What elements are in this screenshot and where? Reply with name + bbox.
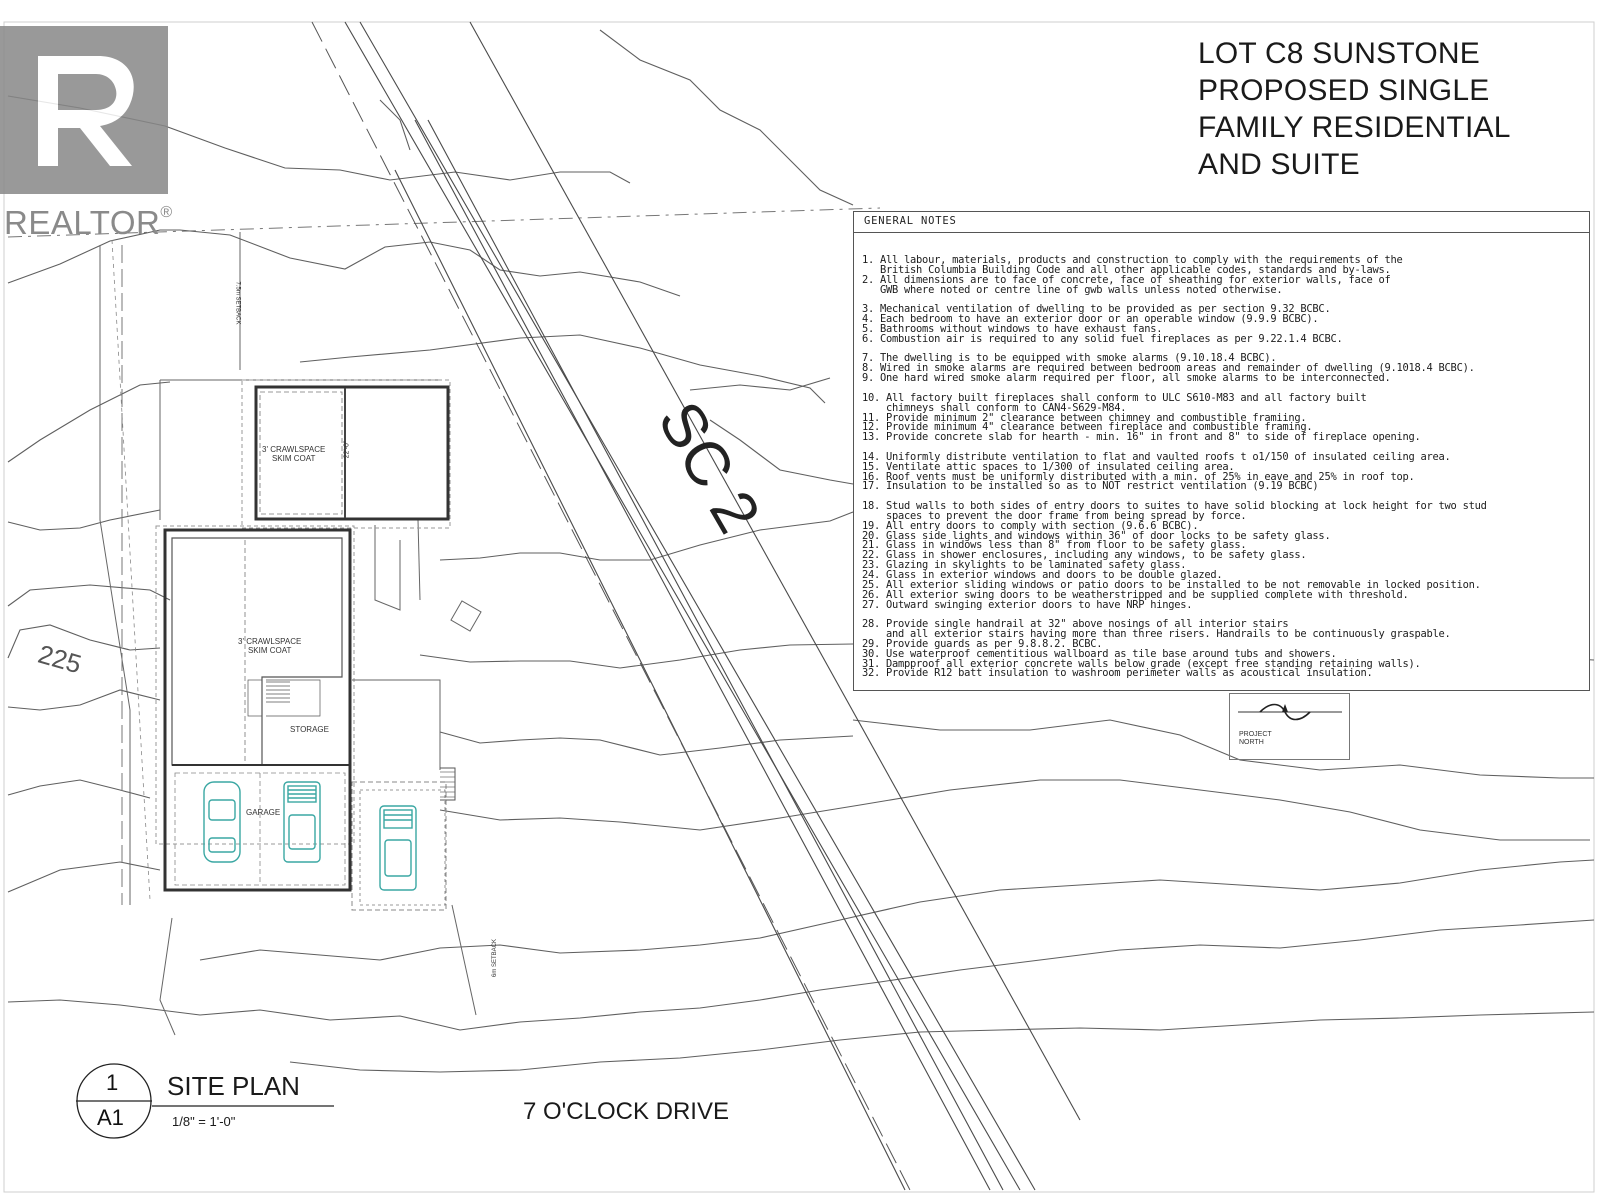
- general-note-line: 3. Mechanical ventilation of dwelling to be provided as per section 9.32 BCBC.: [862, 303, 1331, 316]
- general-note-line: 18. Stud walls to both sides of entry doors to suites to have solid blocking at lock height for two stud: [862, 500, 1487, 513]
- general-note-line: and all exterior stairs having more than three risers. Handrails to be continuously graspable.: [862, 628, 1451, 641]
- drawing-number: 1: [106, 1070, 119, 1095]
- realtor-watermark: [0, 18, 190, 241]
- general-notes-heading: GENERAL NOTES: [854, 212, 1589, 233]
- realtor-wordmark: REALTOR®: [4, 204, 173, 241]
- general-note-line: GWB where noted or centre line of gwb walls unless noted otherwise.: [862, 283, 1283, 296]
- project-title: [1198, 35, 1568, 183]
- main-house-footprint: [156, 526, 354, 890]
- general-note-line: 6. Combustion air is required to any solid fuel fireplaces as per 9.22.1.4 BCBC.: [862, 332, 1343, 345]
- general-note-line: 4. Each bedroom to have an exterior door or an operable window (9.9.9 BCBC).: [862, 313, 1319, 326]
- project-title-line-4: AND SUITE: [1198, 148, 1360, 181]
- sheet-number: A1: [97, 1105, 124, 1130]
- general-note-line: British Columbia Building Code and all other applicable codes, standards and by-laws.: [862, 263, 1391, 276]
- general-note-line: 2. All dimensions are to face of concrete, face of sheathing for exterior walls, face of: [862, 273, 1391, 286]
- general-notes-panel: [853, 211, 1590, 691]
- general-note-line: 29. Provide guards as per 9.8.8.2. BCBC.: [862, 637, 1103, 650]
- general-note-line: 11. Provide minimum 2" clearance between chimney and combustible framiing.: [862, 411, 1307, 424]
- general-note-line: 21. Glass in windows less than 8" from floor to be safety glass.: [862, 539, 1247, 552]
- general-note-line: 32. Provide R12 batt insulation to washroom perimeter walls as acoustical insulation.: [862, 667, 1373, 680]
- general-note-line: 9. One hard wired smoke alarm required per floor, all smoke alarms to be interconnected.: [862, 372, 1391, 385]
- side-setback-label: 7.5m SETBACK: [234, 281, 241, 325]
- car-icon-2: [284, 782, 320, 862]
- general-note-line: 7. The dwelling is to be equipped with smoke alarms (9.10.18.4 BCBC).: [862, 352, 1277, 365]
- general-note-line: spaces to prevent the door frame from being spread by force.: [862, 509, 1247, 522]
- north-arrow-icon: [1230, 698, 1351, 728]
- general-note-line: 20. Glass side lights and windows within 36" of door locks to be safety glass.: [862, 529, 1331, 542]
- general-note-line: 30. Use waterproof cementitious wallboard as tile base around tubs and showers.: [862, 647, 1337, 660]
- general-note-line: 14. Uniformly distribute ventilation to flat and vaulted roofs t o1/150 of insulated ceiling area.: [862, 450, 1451, 463]
- car-icon-1: [204, 782, 240, 862]
- general-note-line: 28. Provide single handrail at 32" above nosings of all interior stairs: [862, 618, 1289, 631]
- general-note-line: 1. All labour, materials, products and construction to comply with the requirements of the: [862, 254, 1403, 266]
- crawlspace-label-upper: 3' CRAWLSPACE SKIM COAT: [262, 445, 326, 463]
- project-north-arrow: [1229, 693, 1350, 760]
- general-note-line: 12. Provide minimum 4" clearance between fireplace and combustible framing.: [862, 421, 1313, 434]
- general-note-line: 27. Outward swinging exterior doors to have NRP hinges.: [862, 598, 1193, 611]
- general-note-line: 8. Wired in smoke alarms are required between bedroom areas and remainder of dwelling (9.1018.4 BCBC).: [862, 362, 1475, 375]
- dimension-label: 22'-0": [343, 440, 351, 459]
- contour-elevation-label: 225: [34, 638, 85, 680]
- project-title-line-3: FAMILY RESIDENTIAL: [1198, 111, 1511, 144]
- car-icons: [204, 782, 416, 890]
- front-setback-label: 6m SETBACK: [492, 938, 499, 978]
- general-note-line: 16. Roof vents must be uniformly distributed with a min. of 25% in eave and 25% in roof top.: [862, 470, 1415, 483]
- general-note-line: 23. Glazing in skylights to be laminated safety glass.: [862, 559, 1187, 572]
- general-note-line: 22. Glass in shower enclosures, including any windows, to be safety glass.: [862, 549, 1307, 562]
- general-note-line: 31. Dampproof all exterior concrete walls below grade (except free standing retaining walls).: [862, 657, 1421, 670]
- general-note-line: 10. All factory built fireplaces shall conform to ULC S610-M83 and all factory built: [862, 391, 1367, 404]
- car-icon-3: [380, 806, 416, 890]
- general-note-line: 24. Glass in exterior windows and doors to be double glazed.: [862, 569, 1223, 581]
- north-arrow-label: PROJECT NORTH: [1239, 731, 1272, 746]
- garage-label: GARAGE: [246, 808, 281, 817]
- general-note-line: 26. All exterior swing doors to be weatherstripped and be supplied complete with threshold.: [862, 588, 1409, 601]
- street-name: 7 O'CLOCK DRIVE: [523, 1098, 729, 1125]
- zoning-label: SC 2: [644, 390, 774, 545]
- drawing-title: SITE PLAN: [167, 1071, 300, 1101]
- realtor-logo-icon: [0, 26, 168, 194]
- general-note-line: chimneys shall conform to CAN4-S629-M84.: [862, 401, 1127, 414]
- general-notes-list: [862, 256, 1581, 679]
- general-note-line: 13. Provide concrete slab for hearth - min. 16" in front and 8" to side of fireplace opening.: [862, 431, 1421, 444]
- general-note-line: 17. Insulation to be installed so as to NOT restrict ventilation (9.19 BCBC): [862, 480, 1319, 493]
- general-note-line: 15. Ventilate attic spaces to 1/300 of insulated ceiling area.: [862, 460, 1235, 473]
- general-note-line: 5. Bathrooms without windows to have exhaust fans.: [862, 322, 1163, 335]
- crawlspace-label-lower: 3' CRAWLSPACE SKIM COAT: [238, 637, 302, 655]
- general-note-line: 25. All exterior sliding windows or patio doors to be installed to be not removable in locked position.: [862, 578, 1481, 591]
- general-note-line: 19. All entry doors to comply with section (9.6.6 BCBC).: [862, 519, 1199, 532]
- project-title-line-1: LOT C8 SUNSTONE: [1198, 37, 1480, 70]
- project-title-line-2: PROPOSED SINGLE: [1198, 74, 1490, 107]
- storage-label: STORAGE: [290, 725, 329, 734]
- drawing-scale: 1/8" = 1'-0": [172, 1114, 236, 1129]
